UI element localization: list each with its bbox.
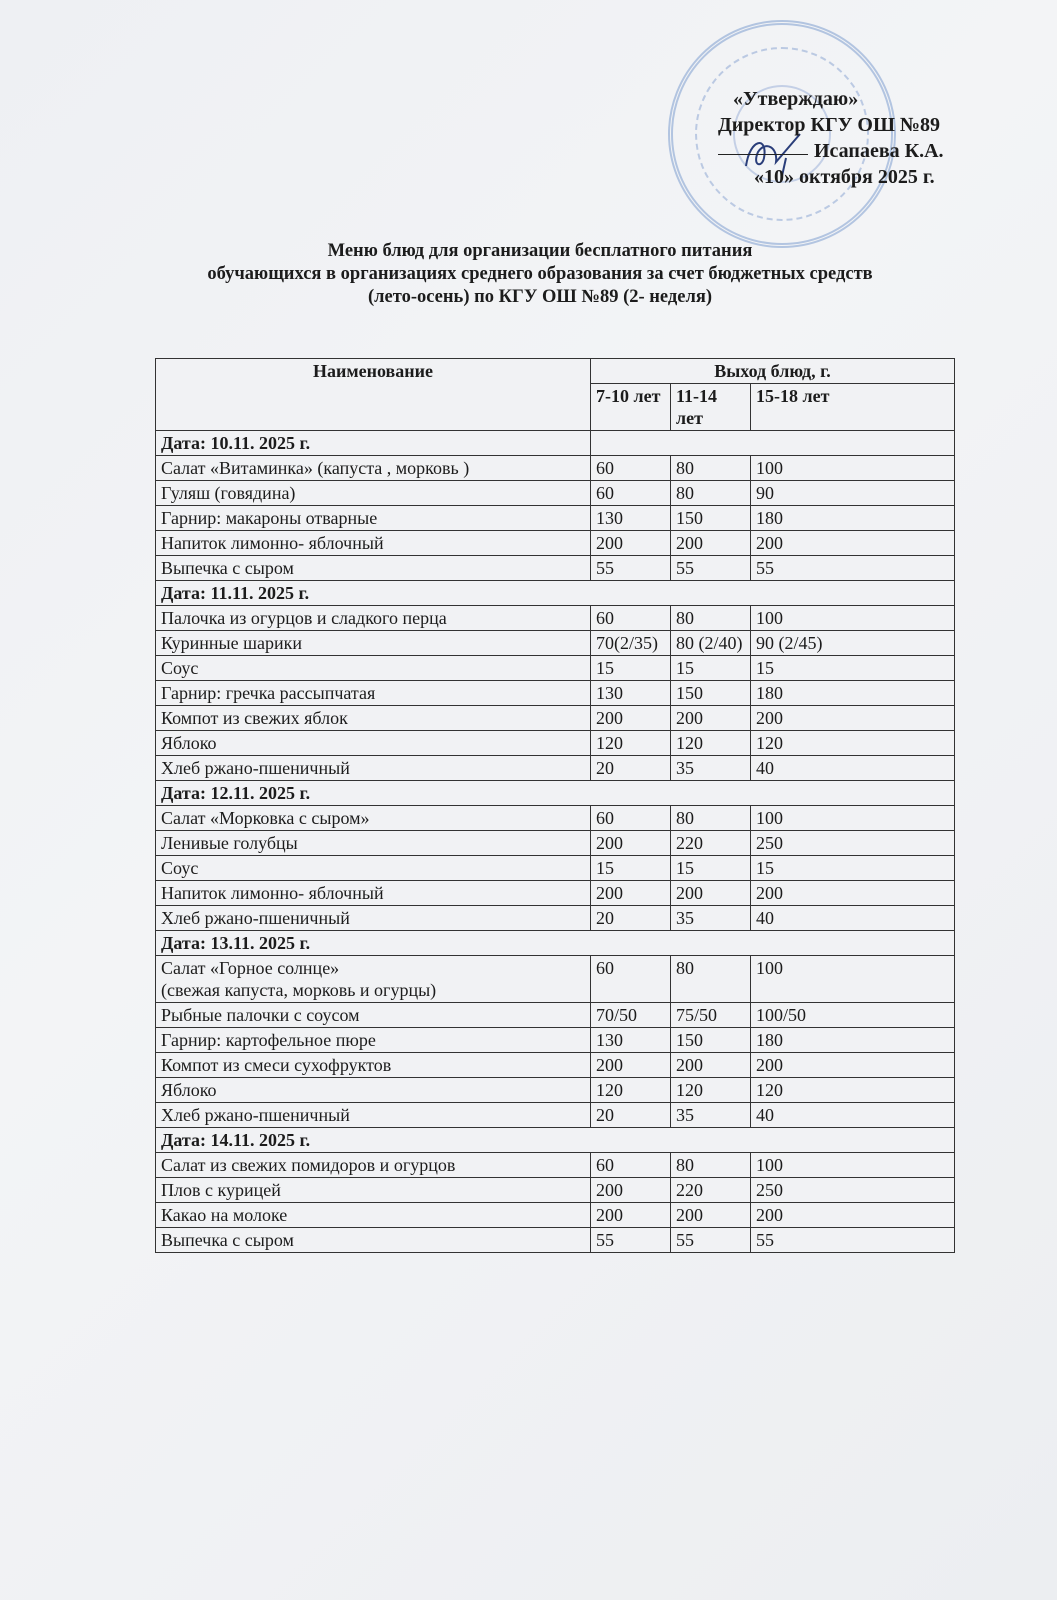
portion-15-18: 100 — [751, 606, 955, 631]
portion-7-10: 55 — [591, 556, 671, 581]
portion-15-18: 100 — [751, 956, 955, 1003]
portion-7-10: 200 — [591, 1053, 671, 1078]
dish-name — [156, 531, 591, 556]
portion-11-14: 200 — [671, 1053, 751, 1078]
title-line-1: Меню блюд для организации бесплатного питания — [327, 241, 753, 261]
portion-11-14: 220 — [671, 1178, 751, 1203]
portion-11-14: 80 — [671, 806, 751, 831]
dish-name-text: Выпечка с сыром — [161, 558, 294, 578]
portion-11-14: 80 — [671, 606, 751, 631]
portion-7-10: 15 — [591, 856, 671, 881]
table-row — [156, 631, 955, 656]
portion-11-14: 80 — [671, 1153, 751, 1178]
date-label: Дата: 11.11. 2025 г. — [156, 581, 955, 606]
portion-15-18: 55 — [751, 1228, 955, 1253]
portion-11-14: 200 — [671, 881, 751, 906]
dish-name — [156, 606, 591, 631]
table-row — [156, 1028, 955, 1053]
title-line-2: обучающихся в организациях среднего образования за счет бюджетных средств — [207, 264, 873, 284]
portion-7-10: 55 — [591, 1228, 671, 1253]
portion-15-18: 100 — [751, 1153, 955, 1178]
portion-15-18: 15 — [751, 656, 955, 681]
dish-name-detail: (свежая капуста, морковь и огурцы) — [161, 980, 437, 1000]
portion-15-18: 90 — [751, 481, 955, 506]
date-row — [156, 1128, 955, 1153]
portion-7-10: 60 — [591, 456, 671, 481]
table-row — [156, 481, 955, 506]
portion-7-10: 130 — [591, 1028, 671, 1053]
portion-7-10: 70(2/35) — [591, 631, 671, 656]
portion-11-14: 35 — [671, 906, 751, 931]
dish-name-text: Палочка из огурцов и сладкого перца — [161, 608, 447, 628]
dish-name — [156, 806, 591, 831]
portion-7-10: 60 — [591, 956, 671, 1003]
menu-body — [156, 431, 955, 1253]
dish-name — [156, 881, 591, 906]
dish-name — [156, 756, 591, 781]
table-row — [156, 1153, 955, 1178]
portion-7-10: 200 — [591, 881, 671, 906]
dish-name — [156, 706, 591, 731]
dish-name — [156, 831, 591, 856]
portion-7-10: 130 — [591, 681, 671, 706]
date-row — [156, 581, 955, 606]
portion-15-18: 250 — [751, 1178, 955, 1203]
approval-signer: Исапаева К.А. — [814, 140, 944, 162]
dish-name — [156, 1028, 591, 1053]
portion-7-10: 20 — [591, 906, 671, 931]
table-row — [156, 456, 955, 481]
portion-7-10: 200 — [591, 531, 671, 556]
portion-11-14: 120 — [671, 731, 751, 756]
approval-position: Директор КГУ ОШ №89 — [718, 114, 941, 136]
portion-11-14: 35 — [671, 756, 751, 781]
date-row — [156, 431, 955, 456]
dish-name-text: Салат из свежих помидоров и огурцов — [161, 1155, 456, 1175]
dish-name — [156, 1153, 591, 1178]
dish-name — [156, 856, 591, 881]
portion-15-18: 55 — [751, 556, 955, 581]
dish-name-text: Соус — [161, 658, 199, 678]
portion-11-14: 80 (2/40) — [671, 631, 751, 656]
portion-15-18: 180 — [751, 681, 955, 706]
dish-name-text: Компот из свежих яблок — [161, 708, 348, 728]
dish-name-text: Салат «Горное солнце» — [161, 958, 340, 978]
approval-date: «10» октября 2025 г. — [754, 166, 935, 188]
table-row — [156, 1003, 955, 1028]
portion-15-18: 200 — [751, 531, 955, 556]
dish-name-text: Какао на молоке — [161, 1205, 288, 1225]
dish-name-text: Гарнир: гречка рассыпчатая — [161, 683, 376, 703]
dish-name — [156, 1003, 591, 1028]
portion-11-14: 15 — [671, 656, 751, 681]
portion-7-10: 20 — [591, 1103, 671, 1128]
dish-name-text: Гарнир: макароны отварные — [161, 508, 378, 528]
approval-heading: «Утверждаю» — [733, 88, 859, 110]
table-row — [156, 806, 955, 831]
portion-11-14: 200 — [671, 706, 751, 731]
header-row — [156, 359, 955, 384]
dish-name-text: Гарнир: картофельное пюре — [161, 1030, 376, 1050]
age-group-11-14: 11-14 лет — [671, 384, 751, 431]
portion-7-10: 60 — [591, 806, 671, 831]
portion-15-18: 15 — [751, 856, 955, 881]
portion-11-14: 150 — [671, 681, 751, 706]
portion-11-14: 80 — [671, 481, 751, 506]
table-row — [156, 1053, 955, 1078]
dish-name-text: Салат «Морковка с сыром» — [161, 808, 370, 828]
portion-7-10: 60 — [591, 1153, 671, 1178]
signature-line — [718, 154, 808, 155]
portion-11-14: 150 — [671, 506, 751, 531]
menu-table — [155, 358, 955, 1253]
portion-7-10: 15 — [591, 656, 671, 681]
dish-name — [156, 1078, 591, 1103]
portion-7-10: 120 — [591, 731, 671, 756]
portion-11-14: 15 — [671, 856, 751, 881]
dish-name — [156, 1203, 591, 1228]
portion-15-18: 180 — [751, 1028, 955, 1053]
portion-15-18: 40 — [751, 1103, 955, 1128]
date-row — [156, 931, 955, 956]
portion-11-14: 80 — [671, 956, 751, 1003]
table-row — [156, 681, 955, 706]
portion-7-10: 70/50 — [591, 1003, 671, 1028]
date-label: Дата: 13.11. 2025 г. — [156, 931, 955, 956]
table-row — [156, 556, 955, 581]
table-row — [156, 881, 955, 906]
portion-15-18: 200 — [751, 1053, 955, 1078]
dish-name-text: Плов с курицей — [161, 1180, 281, 1200]
dish-name — [156, 481, 591, 506]
portion-11-14: 200 — [671, 1203, 751, 1228]
dish-name-text: Хлеб ржано-пшеничный — [161, 1105, 350, 1125]
table-row — [156, 1178, 955, 1203]
dish-name-text: Компот из смеси сухофруктов — [161, 1055, 392, 1075]
portion-15-18: 200 — [751, 881, 955, 906]
portion-15-18: 100 — [751, 456, 955, 481]
dish-name-text: Гуляш (говядина) — [161, 483, 296, 503]
portion-15-18: 180 — [751, 506, 955, 531]
portion-15-18: 40 — [751, 756, 955, 781]
approval-block — [718, 86, 944, 190]
portion-7-10: 20 — [591, 756, 671, 781]
table-row — [156, 656, 955, 681]
dish-name-text: Хлеб ржано-пшеничный — [161, 758, 350, 778]
dish-name-text: Соус — [161, 858, 199, 878]
table-row — [156, 706, 955, 731]
dish-name-text: Куринные шарики — [161, 633, 302, 653]
portion-11-14: 75/50 — [671, 1003, 751, 1028]
portion-11-14: 55 — [671, 556, 751, 581]
table-row — [156, 831, 955, 856]
portion-11-14: 150 — [671, 1028, 751, 1053]
dish-name-text: Хлеб ржано-пшеничный — [161, 908, 350, 928]
dish-name — [156, 456, 591, 481]
dish-name-text: Яблоко — [161, 1080, 217, 1100]
portion-15-18: 250 — [751, 831, 955, 856]
header-name: Наименование — [156, 359, 591, 431]
dish-name — [156, 906, 591, 931]
date-label: Дата: 14.11. 2025 г. — [156, 1128, 955, 1153]
portion-15-18: 200 — [751, 706, 955, 731]
dish-name-text: Яблоко — [161, 733, 217, 753]
portion-15-18: 120 — [751, 731, 955, 756]
portion-11-14: 120 — [671, 1078, 751, 1103]
portion-7-10: 200 — [591, 831, 671, 856]
dish-name-text: Рыбные палочки с соусом — [161, 1005, 360, 1025]
age-group-7-10: 7-10 лет — [591, 384, 671, 431]
dish-name — [156, 1228, 591, 1253]
table-row — [156, 1103, 955, 1128]
portion-7-10: 60 — [591, 481, 671, 506]
table-row — [156, 906, 955, 931]
portion-15-18: 40 — [751, 906, 955, 931]
date-row — [156, 781, 955, 806]
dish-name — [156, 631, 591, 656]
dish-name — [156, 556, 591, 581]
dish-name — [156, 1103, 591, 1128]
dish-name — [156, 1178, 591, 1203]
dish-name — [156, 956, 591, 1003]
header-output: Выход блюд, г. — [591, 359, 955, 384]
table-row — [156, 1203, 955, 1228]
portion-15-18: 100 — [751, 806, 955, 831]
portion-7-10: 60 — [591, 606, 671, 631]
dish-name — [156, 1053, 591, 1078]
portion-11-14: 200 — [671, 531, 751, 556]
portion-11-14: 220 — [671, 831, 751, 856]
portion-7-10: 130 — [591, 506, 671, 531]
portion-15-18: 120 — [751, 1078, 955, 1103]
table-row — [156, 531, 955, 556]
document-title — [140, 240, 940, 309]
portion-7-10: 120 — [591, 1078, 671, 1103]
age-group-15-18: 15-18 лет — [751, 384, 955, 431]
dish-name-text: Ленивые голубцы — [161, 833, 298, 853]
portion-15-18: 100/50 — [751, 1003, 955, 1028]
portion-15-18: 200 — [751, 1203, 955, 1228]
table-row — [156, 756, 955, 781]
dish-name-text: Салат «Витаминка» (капуста , морковь ) — [161, 458, 470, 478]
table-row — [156, 1228, 955, 1253]
date-empty-cell — [591, 431, 955, 456]
table-row — [156, 506, 955, 531]
portion-15-18: 90 (2/45) — [751, 631, 955, 656]
table-row — [156, 956, 955, 1003]
dish-name-text: Напиток лимонно- яблочный — [161, 533, 384, 553]
approval-signer-line — [718, 138, 944, 164]
table-row — [156, 856, 955, 881]
portion-11-14: 35 — [671, 1103, 751, 1128]
date-label: Дата: 12.11. 2025 г. — [156, 781, 955, 806]
portion-7-10: 200 — [591, 1178, 671, 1203]
portion-11-14: 80 — [671, 456, 751, 481]
dish-name-text: Напиток лимонно- яблочный — [161, 883, 384, 903]
table-row — [156, 731, 955, 756]
title-line-3: (лето-осень) по КГУ ОШ №89 (2- неделя) — [367, 287, 713, 307]
dish-name — [156, 681, 591, 706]
portion-11-14: 55 — [671, 1228, 751, 1253]
date-label: Дата: 10.11. 2025 г. — [156, 431, 591, 456]
dish-name — [156, 656, 591, 681]
table-row — [156, 1078, 955, 1103]
portion-7-10: 200 — [591, 1203, 671, 1228]
table-row — [156, 606, 955, 631]
dish-name — [156, 731, 591, 756]
dish-name-text: Выпечка с сыром — [161, 1230, 294, 1250]
dish-name — [156, 506, 591, 531]
portion-7-10: 200 — [591, 706, 671, 731]
